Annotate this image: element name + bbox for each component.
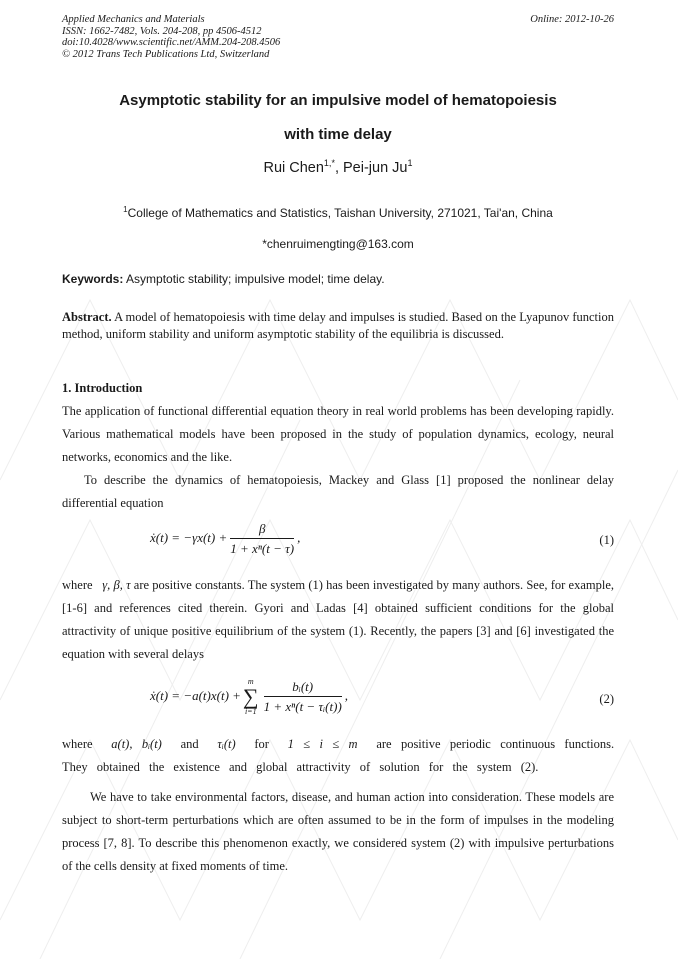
p3-text: are positive constants. The system (1) has been investigated by many authors. See, for example, [1-6] and references cited therein. Gyori and Ladas [4] obtained sufficient conditions for the global attractivity of unique positive equilibrium of the system (1). Recently, the papers [3] and [6] investigated the equation with several delays <box>62 578 615 661</box>
p3-where: where <box>62 578 93 592</box>
equation-1-denominator: 1 + xⁿ(t − τ) <box>230 541 295 556</box>
journal-name: Applied Mechanics and Materials <box>62 14 205 25</box>
equation-2 <box>150 677 348 717</box>
intro-paragraph-1: The application of functional differential equation theory in real world problems has been developing rapidly. Various mathematical models have been proposed in the study of population dynamics, ecology, neural networks, economics and the like. <box>62 404 614 464</box>
sum-lower-limit: i=1 <box>244 707 257 716</box>
p4-and: and <box>180 737 199 751</box>
intro-paragraph-2: To describe the dynamics of hematopoiesis, Mackey and Glass [1] proposed the nonlinear delay differential equation <box>62 473 614 510</box>
affiliation-text: College of Mathematics and Statistics, Taishan University, 271021, Tai'an, China <box>127 206 553 220</box>
keywords-label: Keywords: <box>62 272 124 286</box>
paper-title-line1: Asymptotic stability for an impulsive model of hematopoiesis <box>119 92 557 109</box>
p4-index-range: 1 ≤ i ≤ m <box>287 737 358 751</box>
abstract-text: A model of hematopoiesis with time delay and impulses is studied. Based on the Lyapunov function method, uniform stability and uniform asymptotic stability of the equilibria is discussed. <box>62 310 615 341</box>
equation-1-numerator: β <box>230 521 294 539</box>
author-separator: , <box>334 159 344 176</box>
p4-where: where <box>62 737 93 751</box>
sum-symbol: ∑ <box>242 684 259 709</box>
equation-1-fraction <box>230 521 294 557</box>
journal-doi: doi:10.4028/www.scientific.net/AMM.204-208.4506 <box>62 37 281 48</box>
author-1-corresponding: * <box>331 158 335 168</box>
equation-2-fraction <box>264 679 342 715</box>
author-1: Rui Chen <box>263 159 324 176</box>
abstract <box>62 309 614 342</box>
journal-issn: ISSN: 1662-7482, Vols. 204-208, pp 4506-4512 <box>62 25 262 37</box>
keywords-text: Asymptotic stability; impulsive model; time delay. <box>123 272 385 286</box>
p4-functions-1: a(t), bᵢ(t) <box>111 737 162 751</box>
author-2: Pei-jun Ju <box>343 159 408 176</box>
p4-for: for <box>254 737 269 751</box>
journal-header <box>62 14 614 60</box>
online-date: Online: 2012-10-26 <box>530 14 614 25</box>
equation-2-lhs: ẋ(t) = −a(t)x(t) + <box>150 687 241 703</box>
abstract-label: Abstract. <box>62 310 112 324</box>
equation-1-number: (1) <box>599 533 614 547</box>
sum-upper-limit: m <box>247 677 254 686</box>
keywords <box>62 272 614 286</box>
author-2-affil: 1 <box>407 158 413 168</box>
equation-2-tail: , <box>344 687 349 703</box>
equation-2-number: (2) <box>599 692 614 706</box>
author-1-affil: 1, <box>323 158 332 168</box>
intro-paragraph-5: We have to take environmental factors, disease, and human action into consideration. These models are subject to short-term perturbations which are often assumed to be in the form of impulses in the modeling process [7, 8]. To describe this phenomenon exactly, we considered system (2) with impulsive perturbations of the cells density at fixed moments of time. <box>62 790 614 873</box>
affiliation <box>62 205 614 220</box>
summation <box>243 677 259 717</box>
equation-1-lhs: ẋ(t) = −γx(t) + <box>150 529 228 545</box>
equation-2-numerator: bᵢ(t) <box>264 679 342 697</box>
equation-1-tail: , <box>297 529 301 545</box>
corresponding-email: *chenruimengting@163.com <box>262 237 414 251</box>
equation-1 <box>150 521 300 557</box>
intro-paragraph-4 <box>62 733 614 779</box>
p4-functions-2: τᵢ(t) <box>217 737 236 751</box>
p3-parameters: γ, β, τ <box>102 578 131 592</box>
intro-paragraph-3 <box>62 574 614 666</box>
section-heading: 1. Introduction <box>62 381 143 395</box>
paper-title-line2: with time delay <box>284 126 392 143</box>
affiliation-marker: 1 <box>123 205 128 214</box>
journal-copyright: © 2012 Trans Tech Publications Ltd, Switzerland <box>62 48 270 60</box>
equation-2-denominator: 1 + xⁿ(t − τᵢ(t)) <box>263 699 342 714</box>
p4-text: are positive periodic continuous functions. They obtained the existence and global attractivity of solution for the system (2). <box>62 737 615 774</box>
author-list <box>62 158 614 176</box>
